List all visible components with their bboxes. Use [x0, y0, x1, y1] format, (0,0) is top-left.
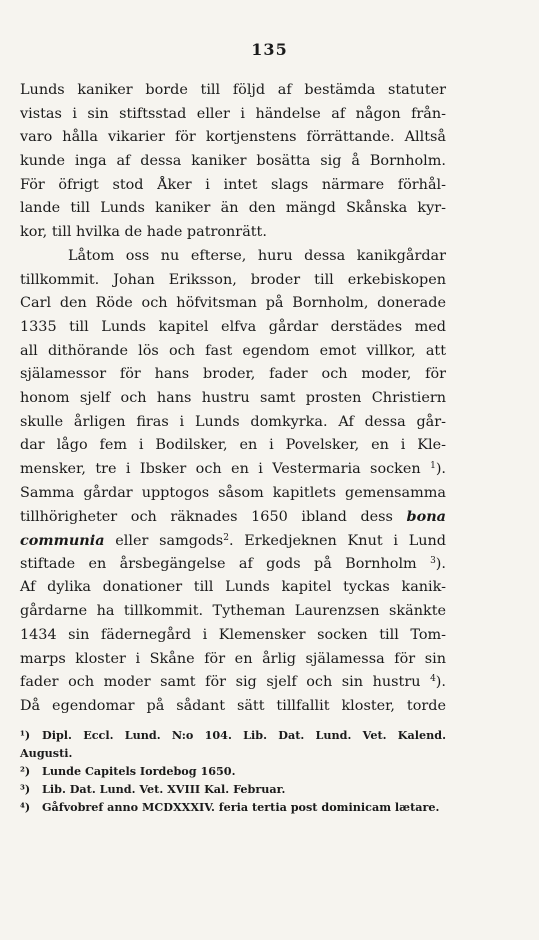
- text-segment: ).: [435, 461, 447, 477]
- text-line: Låtom oss nu efterse, huru dessa kanikgårdar: [68, 247, 446, 264]
- text-line: kunde inga af dessa kaniker bosätta sig å Bornholm.: [20, 153, 446, 170]
- text-line-with-note: [20, 671, 446, 695]
- footnotes: [20, 726, 446, 816]
- text-line: honom sjelf och hans hustru samt prosten Christiern: [20, 389, 446, 406]
- footnote-2: [20, 762, 446, 780]
- text-line: Lunds kaniker borde till följd af bestämda statuter: [20, 82, 446, 98]
- text-line: tillkommit. Johan Eriksson, broder till erkebiskopen: [20, 271, 446, 288]
- text-line: Af dylika donationer till Lunds kapitel tyckas kanik-: [20, 579, 446, 596]
- text-line: kor, till hvilka de hade patronrätt.: [20, 224, 267, 241]
- text-segment: . Erkedjeknen Knut i Lund: [228, 533, 446, 550]
- footnote-mark: ¹): [20, 728, 31, 742]
- text-line: 1434 sin fädernegård i Klemensker socken till Tom-: [20, 626, 446, 643]
- footnote-text: Augusti.: [20, 746, 73, 760]
- text-line: För öfrigt stod Åker i intet slags närmare förhål-: [20, 176, 446, 193]
- text-line: skulle årligen firas i Lunds domkyrka. Af dessa går-: [20, 413, 446, 430]
- text-line: marps kloster i Skåne för en årlig själamessa för sin: [20, 650, 446, 667]
- text-line: Samma gårdar upptogos såsom kapitlets gemensamma: [20, 484, 446, 501]
- text-segment: mensker, tre i Ibsker och en i Vestermaria socken: [20, 461, 421, 477]
- text-segment: stiftade en årsbegängelse af gods på Bornholm: [20, 555, 417, 572]
- text-line: vistas i sin stiftsstad eller i händelse af någon från-: [20, 105, 446, 122]
- footnote-ref: 1: [430, 461, 436, 471]
- footnote-ref: 4: [430, 674, 436, 685]
- text-line: dar lågo fem i Bodilsker, en i Povelsker, en i Kle-: [20, 437, 446, 454]
- text-segment: eller samgods: [115, 533, 224, 550]
- text-line-with-note: [20, 553, 446, 577]
- body-text: [20, 79, 446, 719]
- text-line: gårdarne ha tillkommit. Tytheman Laurenzsen skänkte: [20, 603, 446, 620]
- footnote-4: [20, 798, 446, 816]
- footnote-1-continued: [20, 744, 446, 762]
- footnote-ref: 2: [223, 533, 229, 544]
- footnote-text: Lunde Capitels Iordebog 1650.: [42, 764, 236, 778]
- footnote-text: Gåfvobref anno MCDXXXIV. feria tertia post dominicam lætare.: [42, 800, 440, 814]
- footnote-3: [20, 780, 446, 798]
- text-line: varo hålla vikarier för kortjenstens förrättande. Alltså: [20, 129, 446, 146]
- italic-word: communia: [20, 532, 105, 550]
- page-number: 135: [251, 40, 288, 59]
- footnote-mark: ⁴): [20, 800, 31, 814]
- text-segment: ).: [435, 674, 446, 691]
- footnote-ref: 3: [430, 555, 436, 566]
- footnote-mark: ³): [20, 782, 31, 796]
- text-line: Carl den Röde och höfvitsman på Bornholm, donerade: [20, 295, 446, 312]
- italic-word: bona: [406, 508, 446, 526]
- text-line: Då egendomar på sådant sätt tillfallit kloster, torde: [20, 697, 446, 714]
- text-line-with-note: [20, 458, 446, 482]
- text-segment: fader och moder samt för sig sjelf och sin hustru: [20, 674, 421, 691]
- text-line: all dithörande lös och fast egendom emot villkor, att: [20, 342, 446, 359]
- footnote-text: Dipl. Eccl. Lund. N:o 104. Lib. Dat. Lund. Vet. Kalend.: [42, 728, 446, 742]
- text-line: 1335 till Lunds kapitel elfva gårdar derstädes med: [20, 318, 446, 335]
- footnote-mark: ²): [20, 764, 31, 778]
- text-line: själamessor för hans broder, fader och moder, för: [20, 366, 446, 383]
- footnote-text: Lib. Dat. Lund. Vet. XVIII Kal. Februar.: [42, 782, 286, 796]
- footnote-1: [20, 726, 446, 744]
- text-line-with-note: [20, 529, 446, 553]
- text-line-with-italic: [20, 505, 446, 529]
- text-segment: ).: [435, 555, 446, 572]
- text-segment: tillhörigheter och räknades 1650 ibland dess: [20, 509, 393, 526]
- text-line: lande till Lunds kaniker än den mängd Skånska kyr-: [20, 200, 446, 217]
